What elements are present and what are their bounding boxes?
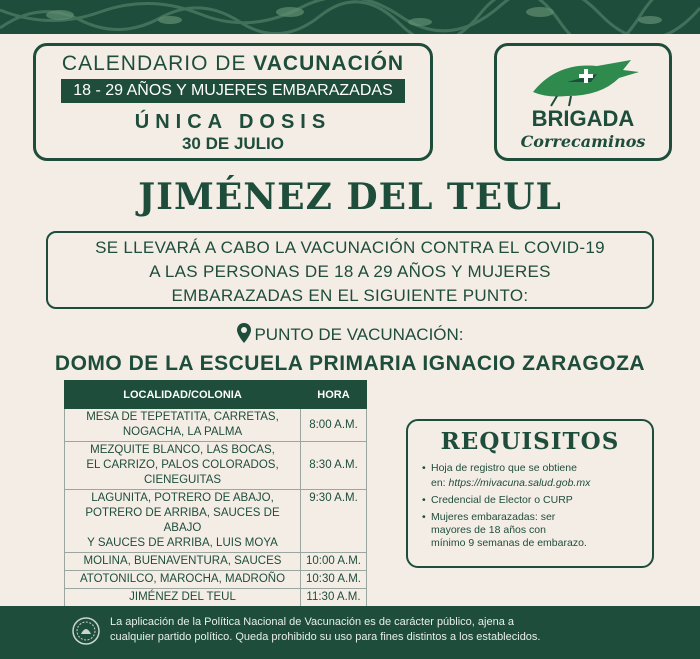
- registration-link[interactable]: https://mivacuna.salud.gob.mx: [448, 477, 591, 489]
- table-row: [65, 442, 367, 490]
- table-header-row: [65, 381, 367, 409]
- legal-disclaimer: La aplicación de la Política Nacional de Vacunación es de carácter público, ajena a cualquier partido político. Queda prohibido su uso para fines distintos a los establecidos.: [110, 616, 541, 643]
- vaccination-date: 30 DE JULIO: [181, 134, 285, 153]
- table-row: [65, 553, 367, 571]
- vaccination-site-name: DOMO DE LA ESCUELA PRIMARIA IGNACIO ZARAGOZA: [54, 352, 646, 375]
- table-row: [65, 409, 367, 442]
- list-item: • Credencial de Elector o CURP: [422, 493, 652, 508]
- locality-cell: LAGUNITA, POTRERO DE ABAJO, POTRERO DE ARRIBA, SAUCES DE ABAJO Y SAUCES DE ARRIBA, LUIS MOYA: [65, 490, 301, 553]
- ornament-pattern-icon: [0, 0, 700, 34]
- time-cell: 8:00 A.M.: [301, 409, 367, 442]
- locality-cell: MEZQUITE BLANCO, LAS BOCAS, EL CARRIZO, PALOS COLORADOS, CIENEGUITAS: [65, 442, 301, 490]
- vaccination-point-label: PUNTO DE VACUNACIÓN:: [0, 322, 700, 345]
- roadrunner-cross-logo-icon: [527, 52, 645, 110]
- locality-cell: MOLINA, BUENAVENTURA, SAUCES: [65, 553, 301, 571]
- table-row: [65, 490, 367, 553]
- calendar-title: CALENDARIO DE VACUNACIÓN: [61, 52, 405, 75]
- locality-cell: ATOTONILCO, MAROCHA, MADROÑO: [65, 571, 301, 589]
- requirements-list: [408, 461, 652, 551]
- table-row: [65, 571, 367, 589]
- time-cell: 8:30 A.M.: [301, 442, 367, 490]
- brigade-name: BRIGADA: [531, 106, 635, 131]
- locality-cell: JIMÉNEZ DEL TEUL: [65, 589, 301, 607]
- national-seal-icon: [71, 616, 101, 646]
- brigade-subname: Correcaminos: [520, 132, 646, 151]
- time-cell: 10:30 A.M.: [301, 571, 367, 589]
- list-item: • Hoja de registro que se obtiene en: https://mivacuna.salud.gob.mx: [422, 461, 652, 491]
- map-pin-icon: [236, 322, 252, 344]
- legal-footer: [0, 606, 700, 659]
- audience-banner: 18 - 29 AÑOS Y MUJERES EMBARAZADAS: [61, 79, 405, 103]
- list-item: • Mujeres embarazadas: ser mayores de 18 años con mínimo 9 semanas de embarazo.: [422, 510, 652, 551]
- column-header-time: HORA: [301, 381, 367, 409]
- decorative-top-band: [0, 0, 700, 34]
- vaccination-notice: SE LLEVARÁ A CABO LA VACUNACIÓN CONTRA EL COVID-19 A LAS PERSONAS DE 18 A 29 AÑOS Y MUJERES EMBARAZADAS EN EL SIGUIENTE PUNTO:: [46, 231, 654, 309]
- time-cell: 9:30 A.M.: [301, 490, 367, 553]
- brigade-logo-box: [494, 43, 672, 161]
- time-cell: 11:30 A.M.: [301, 589, 367, 607]
- dose-label: ÚNICA DOSIS: [134, 111, 332, 133]
- column-header-locality: LOCALIDAD/COLONIA: [65, 381, 301, 409]
- municipality-title: JIMÉNEZ DEL TEUL: [138, 176, 562, 218]
- requirements-box: [406, 419, 654, 568]
- locality-cell: MESA DE TEPETATITA, CARRETAS, NOGACHA, LA PALMA: [65, 409, 301, 442]
- schedule-table: [64, 380, 367, 607]
- requirements-title: REQUISITOS: [440, 428, 620, 455]
- table-row: [65, 589, 367, 607]
- time-cell: 10:00 A.M.: [301, 553, 367, 571]
- calendar-header-box: [33, 43, 433, 161]
